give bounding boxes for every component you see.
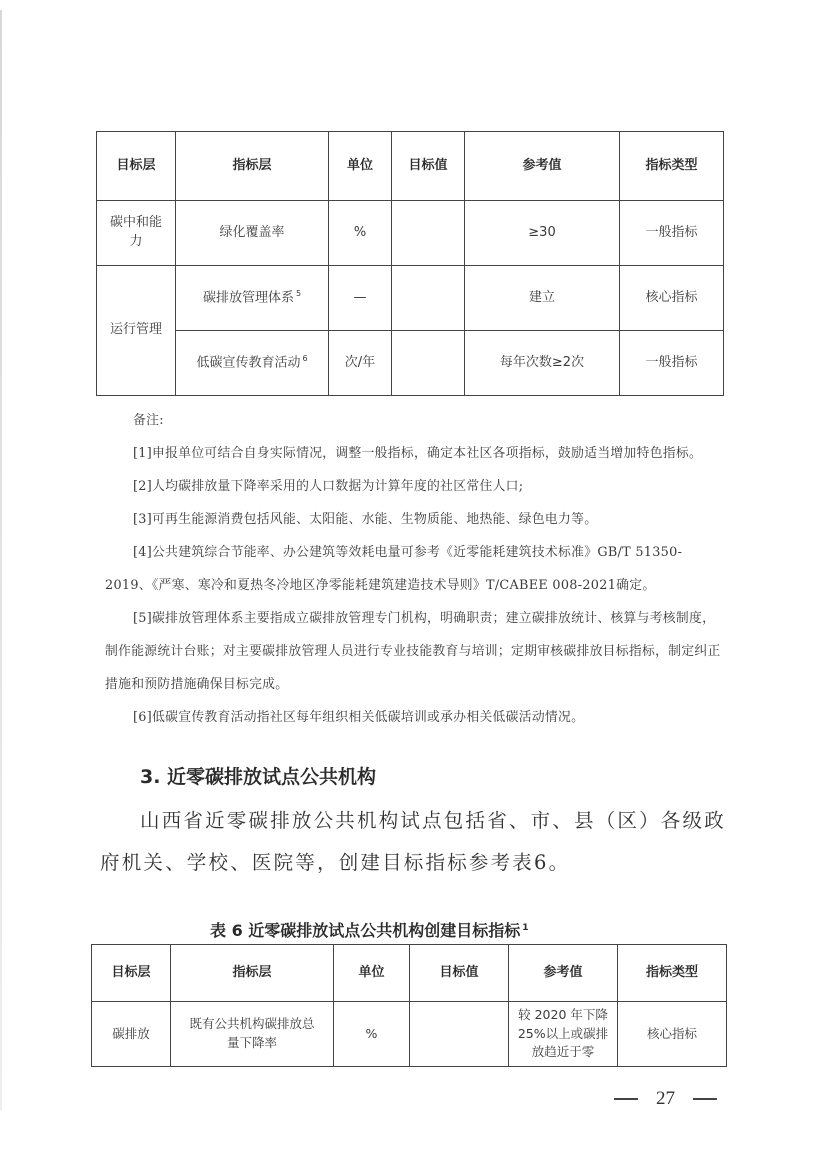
cell-target-layer: 运行管理 [97,266,176,396]
cell-unit: % [334,1002,410,1067]
note-item: [5]碳排放管理体系主要指成立碳排放管理专门机构，明确职责；建立碳排放统计、核算与考核制度，制作能源统计台账；对主要碳排放管理人员进行专业技能教育与培训；定期审核碳排放目标指标，制定纠正措施和预防措施确保目标完成。 [105,611,721,692]
cell-reference: 每年次数≥2次 [465,331,620,396]
cell-reference: ≥30 [465,201,620,266]
footnote-marker: 5 [295,288,302,298]
cell-reference: 较 2020 年下降25%以上或碳排放趋近于零 [509,1002,618,1067]
header-target-layer: 目标层 [97,132,176,201]
header-unit: 单位 [329,132,392,201]
header-reference: 参考值 [465,132,620,201]
header-target-layer: 目标层 [92,945,171,1002]
cell-type: 一般指标 [620,331,724,396]
note-item: [6]低碳宣传教育活动指社区每年组织相关低碳培训或承办相关低碳活动情况。 [133,710,585,725]
cell-unit: 次/年 [329,331,392,396]
section-body [100,800,730,884]
table-header-row [92,945,727,1002]
header-target-value: 目标值 [392,132,465,201]
cell-indicator: 绿化覆盖率 [176,201,329,266]
cell-target-value [392,331,465,396]
cell-target-value [392,201,465,266]
cell-indicator: 既有公共机构碳排放总量下降率 [171,1002,334,1067]
note-item: [3]可再生能源消费包括风能、太阳能、水能、生物质能、地热能、绿色电力等。 [133,512,598,527]
table-6 [91,944,727,1067]
page-number-text: 27 [656,1088,675,1109]
dash-right [693,1098,717,1100]
indicator-text: 碳排放管理体系 [202,290,294,306]
header-target-value: 目标值 [410,945,509,1002]
footnote-marker: 1 [522,922,529,933]
cell-type: 一般指标 [620,201,724,266]
header-reference: 参考值 [509,945,618,1002]
notes-title: 备注: [133,413,164,428]
notes-section [105,404,725,734]
header-type: 指标类型 [618,945,727,1002]
caption-text: 表 6 近零碳排放试点公共机构创建目标指标 [210,921,521,940]
cell-target-layer: 碳排放 [92,1002,171,1067]
table-5-continued [96,131,724,396]
cell-target-value [392,266,465,331]
cell-unit: % [329,201,392,266]
header-indicator: 指标层 [171,945,334,1002]
header-unit: 单位 [334,945,410,1002]
header-indicator: 指标层 [176,132,329,201]
header-type: 指标类型 [620,132,724,201]
cell-unit: — [329,266,392,331]
page-number [614,1088,717,1110]
table-row [97,331,724,396]
table-row [92,1002,727,1067]
table-row [97,266,724,331]
note-item: [4]公共建筑综合节能率、办公建筑等效耗电量可参考《近零能耗建筑技术标准》GB/T 51350-2019、《严寒、寒冷和夏热冬冷地区净零能耗建筑建造技术导则》T/CABEE 008-2021确定。 [105,545,683,593]
note-item: [2]人均碳排放量下降率采用的人口数据为计算年度的社区常住人口; [133,479,524,494]
cell-type: 核心指标 [620,266,724,331]
indicator-text: 低碳宣传教育活动 [196,355,301,371]
footnote-marker: 6 [302,353,308,363]
cell-target-layer: 碳中和能力 [97,201,176,266]
section-heading: 3. 近零碳排放试点公共机构 [140,766,377,788]
table-row [97,201,724,266]
cell-indicator [176,331,329,396]
cell-type: 核心指标 [618,1002,727,1067]
table-header-row [97,132,724,201]
cell-target-value [410,1002,509,1067]
note-item: [1]申报单位可结合自身实际情况，调整一般指标，确定本社区各项指标，鼓励适当增加特色指标。 [133,446,703,461]
scan-edge [0,10,2,1110]
cell-reference: 建立 [465,266,620,331]
cell-indicator [176,266,329,331]
dash-left [614,1098,638,1100]
body-paragraph: 山西省近零碳排放公共机构试点包括省、市、县（区）各级政府机关、学校、医院等，创建目标指标参考表6。 [100,809,726,874]
table-6-caption [210,918,630,941]
